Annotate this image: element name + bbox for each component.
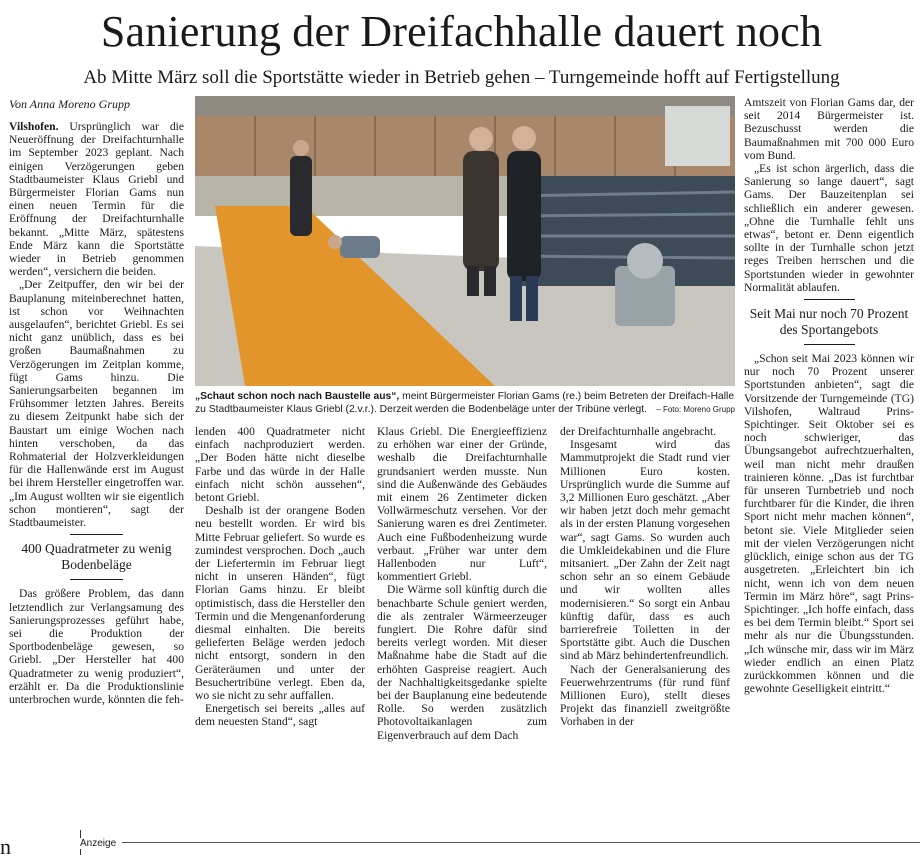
article-headline: Sanierung der Dreifachhalle dauert noch xyxy=(100,7,823,56)
article-column-3 xyxy=(377,425,547,835)
paragraph: Klaus Griebl. Die Energieeffizienz zu erhöhen war einer der Gründe, weshalb die Dreifachturnhalle grundsaniert werden musste. Nun sind die Außenwände des Gebäudes mit einem 26 Zentimeter dicken Vollwärmeschutz versehen. Vor der Sanierung waren es drei Zentimeter. Auch eine Fußbodenheizung wurde verbaut. „Früher war unter dem Hallenboden nur Luft“, kommentiert Griebl. xyxy=(377,425,547,584)
article-subheadline: Ab Mitte März soll die Sportstätte wieder in Betrieb gehen – Turngemeinde hofft auf Fertigstellung xyxy=(83,67,840,88)
paragraph xyxy=(9,120,184,278)
paragraph: Insgesamt wird das Mammutprojekt die Stadt rund vier Millionen Euro kosten. Ursprünglich wurde die Summe auf 3,2 Millionen Euro geschätzt. „Aber wir haben jetzt doch mehr gemacht als in der ersten Planung vorgesehen war“, sagt Gams. So wurden auch die Umkleidekabinen und die Flure mitsaniert. „Der Zahn der Zeit nagt schon sehr an so einem Gebäude und wir wollten alles modernisieren.“ So sorgt ein Anbau künftig dafür, dass es auch barrierefreie Toiletten in der Sportstätte gibt. Auch die Duschen sind ab März behindertenfreundlich. xyxy=(560,438,730,663)
paragraph: Amtszeit von Florian Gams dar, der seit 2014 Bürgermeister ist. Bezuschusst werden die Baumaßnahmen mit 700 000 Euro vom Bund. xyxy=(744,96,914,162)
page-fragment: n xyxy=(0,834,11,859)
intertitle: 400 Quadratmeter zu wenig Bodenbeläge xyxy=(9,541,184,573)
paragraph: „Schon seit Mai 2023 können wir nur noch 70 Prozent unserer Sportstunden anbieten“, sagt die Vorsitzende der Turngemeinde (TG) Vilshofen, Waltraud Prins-Spichtinger. Seit Oktober sei es noch schwieriger, das Übungsangebot aufrechtzuerhalten, weil man nicht mehr draußen trainieren könne. „Das ist furchtbar für unseren Turnbetrieb und noch furchtbarer für die Kinder, die ihren Sport nicht mehr machen können“, betont sie. Viele Mitglieder seien mit der vielen Verzögerungen nicht glücklich, einige schon aus der TG ausgetreten. „Erleichtert bin ich nicht, wenn ich von dem neuen Termin im März höre“, sagt Prins-Spichtinger. „Ich hoffe einfach, dass es bei dem Termin bleibt.“ Sport sei mehr als nur die Übungsstunden. „Ich wünsche mir, dass wir im März wieder endlich an einen Platz zurückkommen können und die gewohnte Geselligkeit eintritt.“ xyxy=(744,352,914,696)
article-column-2 xyxy=(195,425,365,835)
paragraph-text: Ursprünglich war die Neueröffnung der Dreifachturnhalle im September 2023 geplant. Nach einigen Verzögerungen geben Stadtbaumeister Klaus Griebl und Bürgermeister Florian Gams nun einen neuen Termin für die Eröffnung der Dreifachturnhalle bekannt. „Mitte März, spätestens Ende März kann die Sportstätte wieder in Betrieb genommen werden“, versichern die beiden. xyxy=(9,120,184,279)
ad-rule xyxy=(80,842,920,843)
article-column-1 xyxy=(9,120,184,835)
article-photo xyxy=(195,96,735,386)
paragraph: „Der Zeitpuffer, den wir bei der Bauplanung miteinberechnet hatten, ist schon vor Weihnachten ausgelaufen“, berichtet Griebl. Es sei nicht ganz unüblich, dass es bei großen Baumaßnahmen zu Verzögerungen im Zeitplan komme, fügt Gams hinzu. Die Sanierungsarbeiten begannen im Frühsommer letzten Jahres. Bereits zu diesem Zeitpunkt habe sich der Baustart um einige Wochen nach hinten verschoben, da das Rohmaterial der Holzverkleidungen für die Hallenwände erst im August bei ihrem Hersteller eingetroffen war. „Im August wollten wir sie eigentlich schon montieren“, sagt der Stadtbaumeister. xyxy=(9,278,184,530)
paragraph: Energetisch sei bereits „alles auf dem neuesten Stand“, sagt xyxy=(195,702,365,729)
article-column-4 xyxy=(560,425,730,835)
paragraph: Das größere Problem, das dann letztendlich zur Verlangsamung des Sanierungsprozesses geführt habe, sei die Produktion der Sportbodenbeläge gewesen, so Griebl. „Der Hersteller hat 400 Quadratmeter zu wenig produziert“, erzählt er. Da die Produktionslinie unterbrochen wurde, könnten die feh- xyxy=(9,587,184,706)
caption-text: meint Bürgermeister Florian Gams (re.) beim Betreten der Dreifach-Halle zu Stadtbaumeister Klaus Griebl (2.v.r.). Derzeit werden die Bodenbeläge unter der Tribüne verlegt. xyxy=(195,391,735,415)
paragraph: Nach der Generalsanierung des Feuerwehrzentrums (für rund fünf Millionen Euro), stellt dieses Projekt das finanziell zweitgrößte Vorhaben in der xyxy=(560,662,730,729)
article-column-5 xyxy=(744,96,914,836)
photo-credit: – Foto: Moreno Grupp xyxy=(656,405,735,414)
dateline: Vilshofen. xyxy=(9,120,59,133)
photo-caption xyxy=(195,390,735,416)
paragraph: Deshalb ist der orangene Boden neu bestellt worden. Er wird bis Mitte Februar geliefert. So wurde es zumindest versprochen. Doch „auch der Liefertermin im Februar liegt nicht in unseren Händen“, fügt Florian Gams hinzu. Er bleibt optimistisch, dass die Hersteller den Termin und die Mengenanforderung diesmal einhalten. Die bereits gelieferten Beläge werden jedoch nicht entsorgt, sondern in den Geräteräumen und unter der Besuchertribüne verlegt. Eben da, wo sie nicht zu sehr auffallen. xyxy=(195,504,365,703)
ad-label: Anzeige xyxy=(80,838,122,849)
byline: Von Anna Moreno Grupp xyxy=(9,97,130,111)
paragraph: Die Wärme soll künftig durch die benachbarte Schule geniert werden, die als zentraler Wärmeerzeuger fungiert. Die Rohre dafür sind bereits verlegt worden. Mit dieser Maßnahme habe die Stadt auf die erhöhten Gaspreise reagiert. Auch der Nachhaltigkeitsgedanke spielte bei der Bauplanung eine bedeutende Rolle. So werden zusätzlich Photovoltaikanlagen zum Eigenverbrauch auf dem Dach xyxy=(377,583,547,742)
caption-quote: „Schaut schon noch nach Baustelle aus“, xyxy=(195,391,400,402)
intertitle: Seit Mai nur noch 70 Prozent des Sportangebots xyxy=(744,306,914,338)
paragraph: der Dreifachturnhalle angebracht. xyxy=(560,425,717,438)
paragraph: lenden 400 Quadratmeter nicht einfach nachproduziert werden. „Der Boden hätte nicht dieselbe Farbe und das würde in der Halle einfach nicht schön aussehen“, betont Griebl. xyxy=(195,425,365,505)
paragraph: „Es ist schon ärgerlich, dass die Sanierung so lange dauert“, sagt Gams. Der Bauzeitenplan sei schließlich ein anderer gewesen. „Ohne die Turnhalle fehlt uns etwas“, betont er. Denn eigentlich sollte in der Turnhalle schon jetzt reges Treiben herrschen und die Sportstunden wieder in gewohnter Normalität ablaufen. xyxy=(744,162,914,294)
